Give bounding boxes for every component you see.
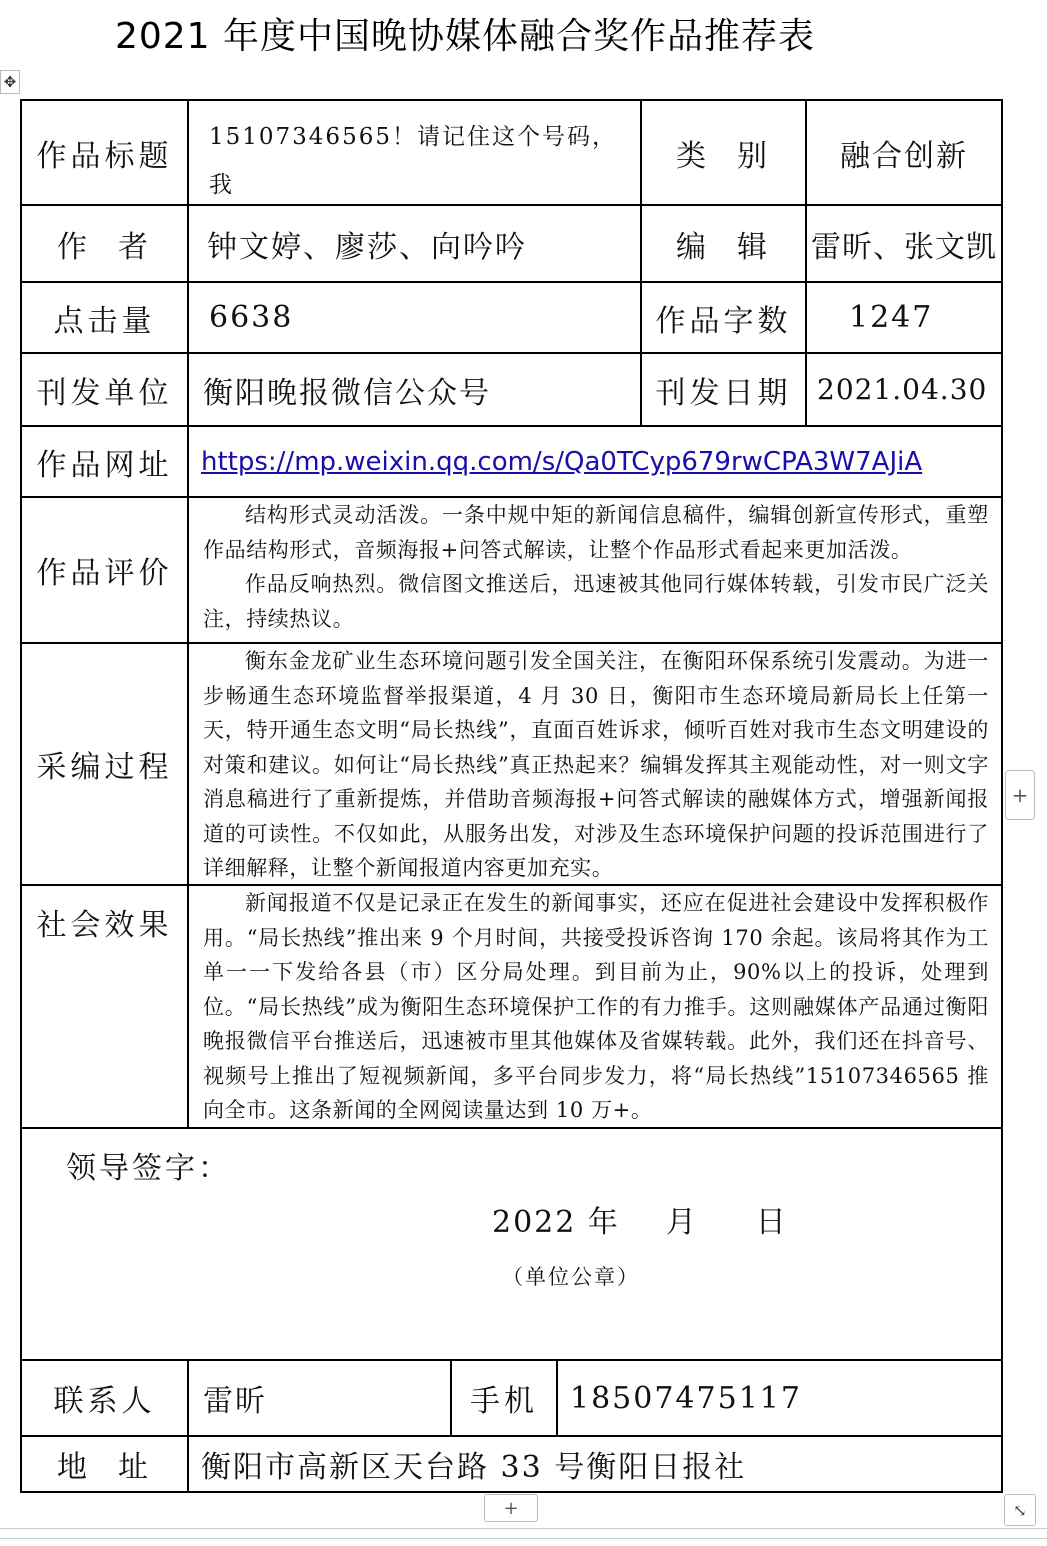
address-label: 地 址 <box>56 1450 153 1485</box>
url-cell <box>189 427 1001 496</box>
url-label: 作品网址 <box>36 447 173 483</box>
review-label: 作品评价 <box>36 556 173 591</box>
contact-label: 联系人 <box>53 1384 156 1419</box>
leader-sign-label: 领导签字： <box>66 1151 231 1186</box>
sign-date: 2022 年 月 日 <box>492 1205 788 1240</box>
add-row-icon[interactable]: + <box>484 1494 538 1522</box>
category-value[interactable]: 融合创新 <box>840 138 968 174</box>
editor-value[interactable]: 雷昕、张文凯 <box>811 229 997 265</box>
document-title: 2021 年度中国晚协媒体融合奖作品推荐表 <box>114 16 816 57</box>
address-value[interactable]: 衡阳市高新区天台路 33 号衡阳日报社 <box>201 1450 747 1485</box>
seal-label: （单位公章） <box>502 1265 640 1289</box>
table-move-handle-icon[interactable]: ✥ <box>0 70 20 94</box>
title-value-line1: 15107346565！请记住这个号码，我 <box>209 124 617 198</box>
author-value[interactable]: 钟文婷、廖莎、向吟吟 <box>207 229 527 265</box>
title-value[interactable] <box>189 101 640 204</box>
review-paragraph-1: 结构形式灵动活泼。一条中规中矩的新闻信息稿件，编辑创新宣传形式，重塑作品结构形式，音频海报+问答式解读，让整个作品形式看起来更加活泼。 <box>203 503 989 562</box>
clicks-value[interactable]: 6638 <box>209 300 294 335</box>
contact-value[interactable]: 雷昕 <box>203 1384 267 1419</box>
page-boundary-line <box>0 1528 1047 1529</box>
date-label: 刊发日期 <box>655 375 792 411</box>
phone-label: 手机 <box>470 1384 538 1419</box>
category-label: 类 别 <box>675 138 772 174</box>
publisher-value[interactable]: 衡阳晚报微信公众号 <box>203 375 491 411</box>
title-label: 作品标题 <box>36 138 173 174</box>
effect-paragraph: 新闻报道不仅是记录正在发生的新闻事实，还应在促进社会建设中发挥积极作用。“局长热线”推出来 9 个月时间，共接受投诉咨询 170 余起。该局将其作为工单一一下发给各县（市）区分局处理。到目前为止，90%以上的投诉，处理到位。“局长热线”成为衡阳生态环境保护工作的有力推手。这则融媒体产品通过衡阳晚报微信平台推送后，迅速被市里其他媒体及省媒转载。此外，我们还在抖音号、视频号上推出了短视频新闻，多平台同步发力，将“局长热线”15107346565 推向全市。这条新闻的全网阅读量达到 10 万+。 <box>203 891 989 1122</box>
clicks-label: 点击量 <box>53 303 156 339</box>
effect-label: 社会效果 <box>36 908 173 943</box>
signature-area[interactable] <box>22 1129 1001 1359</box>
process-paragraph: 衡东金龙矿业生态环境问题引发全国关注，在衡阳环保系统引发震动。为进一步畅通生态环境监督举报渠道，4 月 30 日，衡阳市生态环境局新局长上任第一天，特开通生态文明“局长热线”，直面百姓诉求，倾听百姓对我市生态文明建设的对策和建议。如何让“局长热线”真正热起来？编辑发挥其主观能动性，对一则文字消息稿进行了重新提炼，并借助音频海报+问答式解读的融媒体方式，增强新闻报道的可读性。不仅如此，从服务出发，对涉及生态环境保护问题的投诉范围进行了详细解释，让整个新闻报道内容更加充实。 <box>203 649 989 880</box>
phone-value[interactable]: 18507475117 <box>570 1380 802 1416</box>
page-boundary-line-2 <box>0 1538 1047 1539</box>
wordcount-value[interactable]: 1247 <box>849 300 934 335</box>
publisher-label: 刊发单位 <box>36 375 173 411</box>
article-url-link[interactable]: https://mp.weixin.qq.com/s/Qa0TCyp679rwCPA3W7AJiA <box>201 446 923 477</box>
process-label: 采编过程 <box>36 750 173 785</box>
editor-label: 编 辑 <box>675 229 772 265</box>
table-resize-icon[interactable]: ⤡ <box>1004 1494 1036 1526</box>
add-column-icon[interactable]: + <box>1005 770 1035 820</box>
wordcount-label: 作品字数 <box>655 303 792 339</box>
review-text[interactable] <box>189 498 1001 642</box>
effect-text[interactable] <box>189 886 1001 1127</box>
author-label: 作 者 <box>56 229 153 265</box>
review-paragraph-2: 作品反响热烈。微信图文推送后，迅速被其他同行媒体转载，引发市民广泛关注，持续热议。 <box>203 572 989 631</box>
process-text[interactable] <box>189 644 1001 884</box>
date-value[interactable]: 2021.04.30 <box>817 373 988 406</box>
